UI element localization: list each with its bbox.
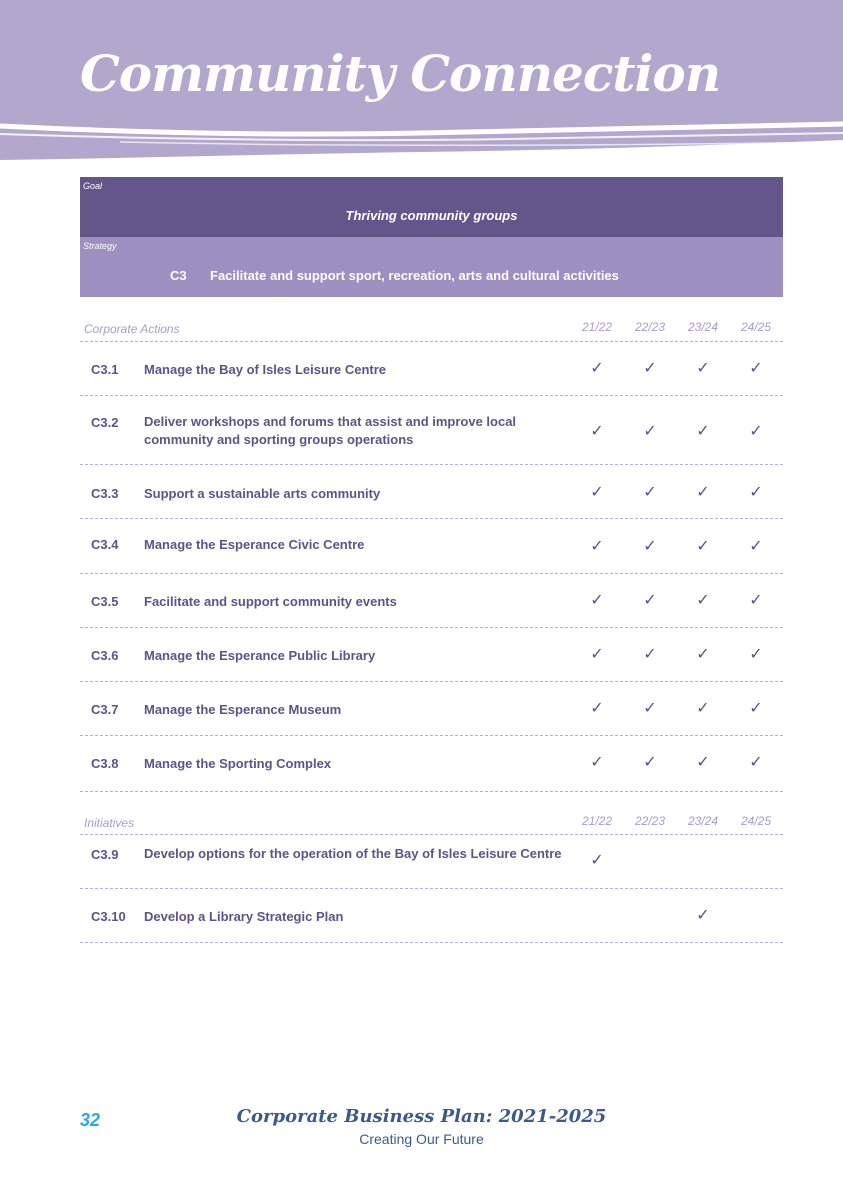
strategy-text: Facilitate and support sport, recreation, arts and cultural activities [210,268,619,283]
action-text: Facilitate and support community events [144,594,397,609]
check-icon: ✓ [643,482,657,501]
check-icon: ✓ [590,358,604,377]
check-icon: ✓ [696,358,710,377]
check-icon: ✓ [696,644,710,663]
year-header: 23/24 [687,814,719,828]
check-icon: ✓ [696,421,710,440]
page-title: Community Connection [80,44,721,103]
action-text: Manage the Esperance Museum [144,702,342,717]
action-code: C3.5 [91,594,119,609]
table-row [80,681,783,736]
year-header: 24/25 [740,814,772,828]
action-text: Manage the Bay of Isles Leisure Centre [144,362,387,377]
action-text: Support a sustainable arts community [144,486,381,501]
footer-title: Corporate Business Plan: 2021-2025 [236,1106,607,1127]
action-text: Manage the Esperance Civic Centre [144,537,365,552]
divider [80,791,783,792]
check-icon: ✓ [590,536,604,555]
year-header: 21/22 [581,320,613,334]
action-code: C3.8 [91,756,119,771]
table-row [80,464,783,519]
actions-label: Corporate Actions [84,322,180,336]
table-row [80,518,783,574]
action-code: C3.3 [91,486,119,501]
check-icon: ✓ [590,752,604,771]
action-code: C3.4 [91,537,119,552]
goal-text: Thriving community groups [345,208,518,223]
check-icon: ✓ [590,421,604,440]
initiative-text: Develop a Library Strategic Plan [144,909,344,924]
table-row [80,834,783,889]
table-row [80,888,783,943]
year-header: 23/24 [687,320,719,334]
check-icon: ✓ [696,752,710,771]
strategy-label: Strategy [83,241,117,251]
check-icon: ✓ [643,644,657,663]
strategy-code: C3 [170,268,187,283]
year-header: 24/25 [740,320,772,334]
check-icon: ✓ [643,358,657,377]
check-icon: ✓ [696,482,710,501]
table-row [80,735,783,792]
check-icon: ✓ [749,752,763,771]
action-text: Manage the Sporting Complex [144,756,332,771]
table-row [80,341,783,396]
year-header: 22/23 [634,814,666,828]
check-icon: ✓ [749,644,763,663]
check-icon: ✓ [749,590,763,609]
check-icon: ✓ [749,536,763,555]
footer-subtitle: Creating Our Future [359,1131,484,1147]
check-icon: ✓ [749,358,763,377]
check-icon: ✓ [590,698,604,717]
action-code: C3.6 [91,648,119,663]
check-icon: ✓ [696,590,710,609]
check-icon: ✓ [643,590,657,609]
initiatives-label: Initiatives [84,816,135,830]
check-icon: ✓ [696,536,710,555]
action-code: C3.1 [91,362,119,377]
table-row [80,627,783,682]
check-icon: ✓ [749,421,763,440]
initiative-code: C3.9 [91,847,119,862]
action-code: C3.2 [91,415,119,430]
check-icon: ✓ [696,698,710,717]
check-icon: ✓ [643,421,657,440]
divider [80,942,783,943]
check-icon: ✓ [643,536,657,555]
action-text: Deliver workshops and forums that assist and improve local community and sporting groups operations [144,414,517,447]
actions-header [80,316,783,336]
check-icon: ✓ [590,482,604,501]
page-header [0,0,843,165]
check-icon: ✓ [643,698,657,717]
strategy-banner [80,237,783,297]
year-header: 21/22 [581,814,613,828]
goal-label: Goal [83,181,103,191]
initiative-text: Develop options for the operation of the Bay of Isles Leisure Centre [144,846,562,861]
page-number: 32 [80,1110,101,1130]
table-row [80,573,783,628]
goal-banner [80,177,783,237]
initiative-code: C3.10 [91,909,126,924]
check-icon: ✓ [590,590,604,609]
year-header: 22/23 [634,320,666,334]
check-icon: ✓ [749,698,763,717]
check-icon: ✓ [696,905,710,924]
action-text: Manage the Esperance Public Library [144,648,376,663]
check-icon: ✓ [590,644,604,663]
table-row [80,395,783,465]
check-icon: ✓ [643,752,657,771]
check-icon: ✓ [749,482,763,501]
check-icon: ✓ [590,850,604,869]
action-code: C3.7 [91,702,119,717]
initiatives-header [80,810,783,830]
